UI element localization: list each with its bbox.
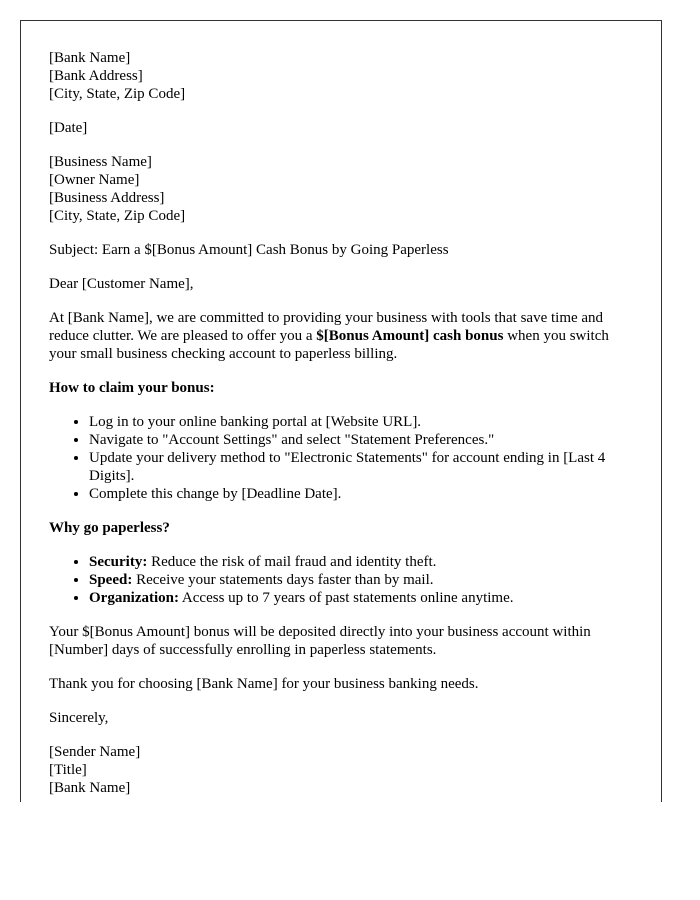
subject-line: Subject: Earn a $[Bonus Amount] Cash Bonus by Going Paperless <box>49 242 449 258</box>
claim-step: • Navigate to "Account Settings" and select "Statement Preferences." <box>89 431 633 449</box>
letter-date: [Date] <box>49 120 88 136</box>
benefit-label: Security: <box>89 554 148 570</box>
letter-content <box>21 21 661 797</box>
intro-paragraph <box>49 309 633 363</box>
sender-city-state-zip: [City, State, Zip Code] <box>49 86 186 102</box>
intro-text-1: At [Bank Name], we are committed to providing your business with tools that save time and reduce clutter. We are pleased to offer you a <box>49 310 604 344</box>
signature-title: [Title] <box>49 762 87 778</box>
deposit-note: Your $[Bonus Amount] bonus will be deposited directly into your business account within [Number] days of successfully enrolling in paperless statements. <box>49 624 591 658</box>
bonus-highlight: $[Bonus Amount] cash bonus <box>316 328 504 344</box>
claim-step: • Complete this change by [Deadline Date]. <box>89 485 633 503</box>
benefit-label: Organization: <box>89 590 179 606</box>
benefit-text: Access up to 7 years of past statements online anytime. <box>179 590 514 606</box>
salutation: Dear [Customer Name], <box>49 276 194 292</box>
benefit-label: Speed: <box>89 572 133 588</box>
sender-bank-name: [Bank Name] <box>49 50 131 66</box>
benefit-text: Reduce the risk of mail fraud and identity theft. <box>147 554 437 570</box>
thank-you-line: Thank you for choosing [Bank Name] for your business banking needs. <box>49 676 479 692</box>
signature-bank-name: [Bank Name] <box>49 780 131 796</box>
sender-address <box>49 49 633 103</box>
benefits-heading <box>49 519 633 537</box>
benefit-item <box>89 553 633 571</box>
letter-page <box>20 20 662 802</box>
recipient-business-address: [Business Address] <box>49 190 165 206</box>
benefits-heading-text: Why go paperless? <box>49 520 170 536</box>
intro-text-2: when you switch your small business checking account to paperless billing. <box>49 328 609 362</box>
claim-heading-text: How to claim your bonus: <box>49 380 215 396</box>
recipient-owner-name: [Owner Name] <box>49 172 140 188</box>
claim-steps-list <box>49 413 633 503</box>
claim-step: • Log in to your online banking portal at [Website URL]. <box>89 413 633 431</box>
recipient-city-state-zip: [City, State, Zip Code] <box>49 208 186 224</box>
benefit-item <box>89 589 633 607</box>
recipient-business-name: [Business Name] <box>49 154 152 170</box>
signature-block <box>49 743 633 797</box>
recipient-address <box>49 153 633 225</box>
closing: Sincerely, <box>49 710 109 726</box>
benefit-item <box>89 571 633 589</box>
claim-step: • Update your delivery method to "Electronic Statements" for account ending in [Last 4 Digits]. <box>89 449 633 485</box>
signature-sender-name: [Sender Name] <box>49 744 141 760</box>
benefit-text: Receive your statements days faster than by mail. <box>132 572 434 588</box>
benefits-list <box>49 553 633 607</box>
claim-heading <box>49 379 633 397</box>
sender-bank-address: [Bank Address] <box>49 68 143 84</box>
